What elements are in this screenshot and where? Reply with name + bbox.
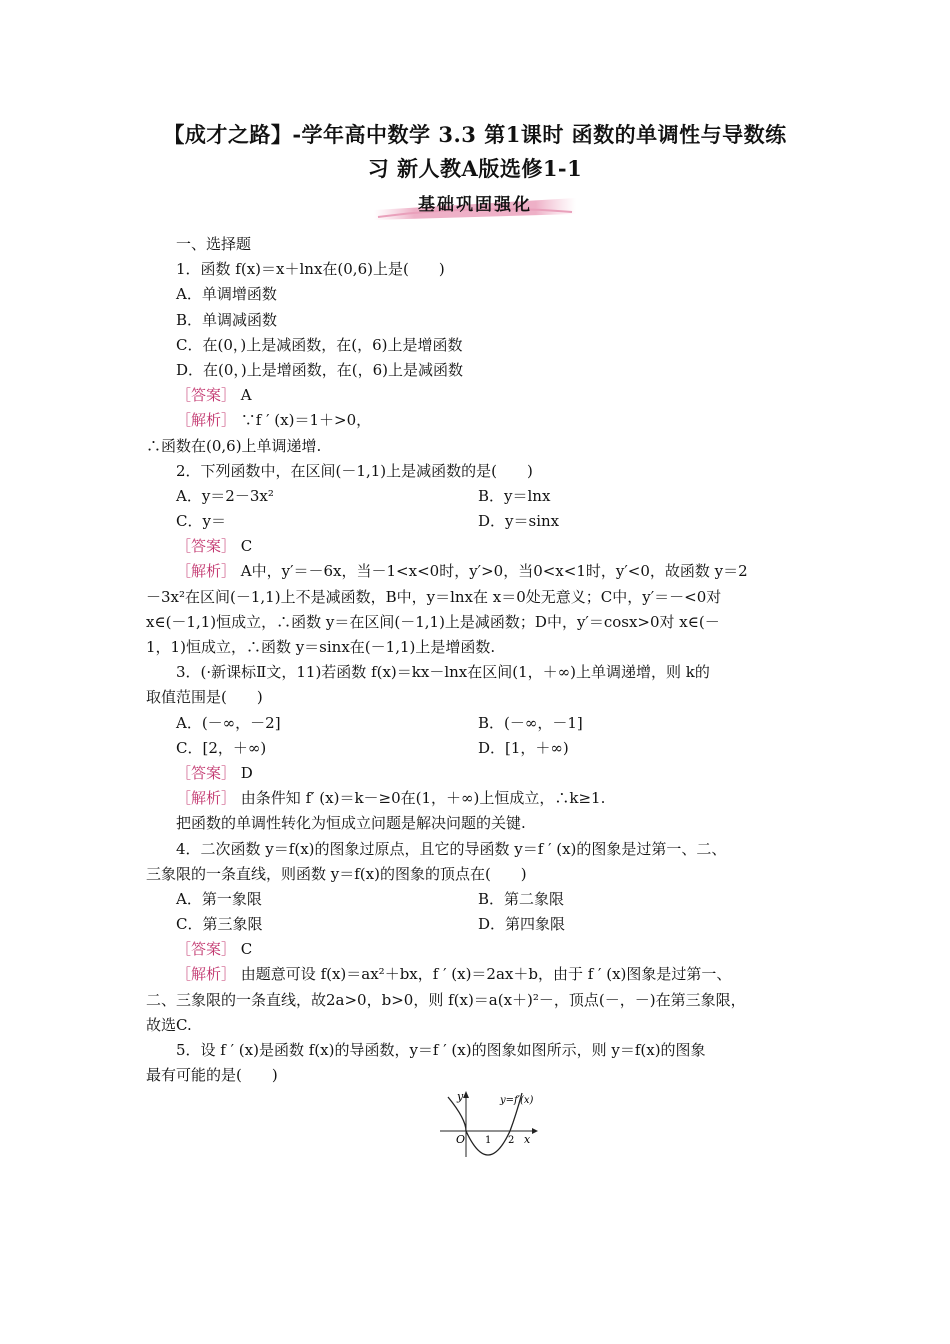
q2-options-cd [146,509,810,534]
analysis-tag: ［解析］ [176,562,237,581]
q2-analysis-4: 1，1)恒成立，∴函数 y＝sinx在(－1,1)上是增函数. [146,638,496,656]
q5-stem-1: 5．设 f ′ (x)是函数 f(x)的导函数，y＝f ′ (x)的图象如图所示，则 y＝f(x)的图象 [176,1041,706,1059]
q1-analysis-text: ∵f ′ (x)＝1＋>0， [240,411,372,430]
q2-analysis-3: x∈(－1,1)恒成立，∴函数 y＝在区间(－1,1)上是减函数；D中，y′＝cosx>0对 x∈(－ [146,612,720,631]
q4-stem-2: 三象限的一条直线，则函数 y＝f(x)的图象的顶点在( ) [146,864,527,883]
derivative-graph-figure [436,1087,546,1159]
section-heading: 一、选择题 [176,235,252,253]
answer-tag: ［答案］ [176,537,237,556]
q3-analysis [146,786,810,811]
q4-options-cd [146,912,810,937]
q4-analysis-1 [146,962,810,987]
q4-option-a: A．第一象限 [176,889,262,908]
q4-analysis-2: 二、三象限的一条直线，故2a>0，b>0，则 f(x)＝a(x＋)²－，顶点(－，－)在第三象限， [146,990,746,1009]
analysis-tag: ［解析］ [176,965,237,984]
q1-option-a: A．单调增函数 [176,285,277,304]
q1-analysis-2: ∴函数在(0,6)上单调递增. [146,436,322,455]
q2-analysis-text-1: A中，y′＝－6x，当－1<x<0时，y′>0，当0<x<1时，y′<0，故函数 y＝2 [240,562,748,581]
title-line-1: 【成才之路】-学年高中数学 3.3 第1课时 函数的单调性与导数练 [163,122,787,147]
q4-option-d: D．第四象限 [478,915,566,934]
q3-options-cd [146,736,810,761]
q2-analysis-2: －3x²在区间(－1,1)上不是减函数，B中，y＝lnx在 x＝0处无意义；C中，y′＝－<0对 [146,587,722,606]
section-banner [368,190,582,222]
q5-stem-2: 最有可能的是( ) [146,1066,278,1085]
title-line-2: 习 新人教A版选修1-1 [367,156,583,181]
analysis-tag: ［解析］ [176,789,237,808]
q2-option-a: A．y＝2－3x² [176,486,274,505]
exercise-body [146,232,810,1088]
q3-answer [146,761,810,786]
origin-label: O [456,1133,466,1146]
tick-label-2: 2 [508,1135,515,1146]
q4-answer [146,937,810,962]
q1-answer [146,383,810,408]
q2-answer [146,534,810,559]
q1-option-d: D．在(0，)上是增函数，在(，6)上是减函数 [176,360,464,379]
q1-stem: 1．函数 f(x)＝x＋lnx在(0,6)上是( ) [176,260,445,279]
q4-stem-1: 4．二次函数 y＝f(x)的图象过原点，且它的导函数 y＝f ′ (x)的图象是过第一、二、 [176,839,727,858]
q3-analysis-2: 把函数的单调性转化为恒成立问题是解决问题的关键. [176,814,526,833]
q2-option-b: B．y＝lnx [478,486,551,505]
x-axis-arrow-icon [532,1128,538,1134]
q2-stem: 2．下列函数中，在区间(－1,1)上是减函数的是( ) [176,461,533,480]
q3-option-b: B．(－∞，－1] [478,713,583,732]
q3-analysis-text: 由条件知 f′ (x)＝k－≥0在(1，＋∞)上恒成立，∴k≥1. [240,789,606,808]
q4-analysis-3: 故选C. [146,1015,192,1034]
q3-option-c: C．[2，＋∞) [176,738,267,757]
y-axis-label: y [457,1090,464,1103]
curve-label: y=f′(x) [500,1095,534,1106]
q1-option-c: C．在(0，)上是减函数，在(，6)上是增函数 [176,335,463,354]
q1-option-b: B．单调减函数 [176,310,278,329]
q3-answer-value: D [240,763,253,782]
q4-option-c: C．第三象限 [176,915,263,934]
q2-options-ab [146,484,810,509]
q2-answer-value: C [240,537,253,556]
tick-label-1: 1 [485,1135,492,1146]
q4-options-ab [146,887,810,912]
q3-stem-1: 3．(·新课标Ⅱ文，11)若函数 f(x)＝kx－lnx在区间(1，＋∞)上单调递增，则 k的 [176,663,710,682]
x-axis-label: x [524,1133,531,1146]
q3-option-d: D．[1，＋∞) [478,738,569,757]
q4-option-b: B．第二象限 [478,889,565,908]
q4-answer-value: C [240,940,253,959]
answer-tag: ［答案］ [176,386,237,405]
q2-option-c: C．y＝ [176,512,226,531]
q3-stem-2: 取值范围是( ) [146,688,263,707]
q2-option-d: D．y＝sinx [478,512,560,531]
q1-answer-value: A [240,386,252,405]
q3-option-a: A．(－∞，－2] [176,713,281,732]
banner-label: 基础巩固强化 [418,195,532,215]
analysis-tag: ［解析］ [176,411,237,430]
document-title [120,118,830,186]
q4-analysis-text-1: 由题意可设 f(x)＝ax²＋bx，f ′ (x)＝2ax＋b，由于 f ′ (x)图象是过第一、 [240,965,732,984]
q2-analysis-1 [146,559,810,584]
y-axis-arrow-icon [463,1091,469,1098]
q1-analysis [146,408,810,433]
answer-tag: ［答案］ [176,763,237,782]
q3-options-ab [146,711,810,736]
answer-tag: ［答案］ [176,940,237,959]
